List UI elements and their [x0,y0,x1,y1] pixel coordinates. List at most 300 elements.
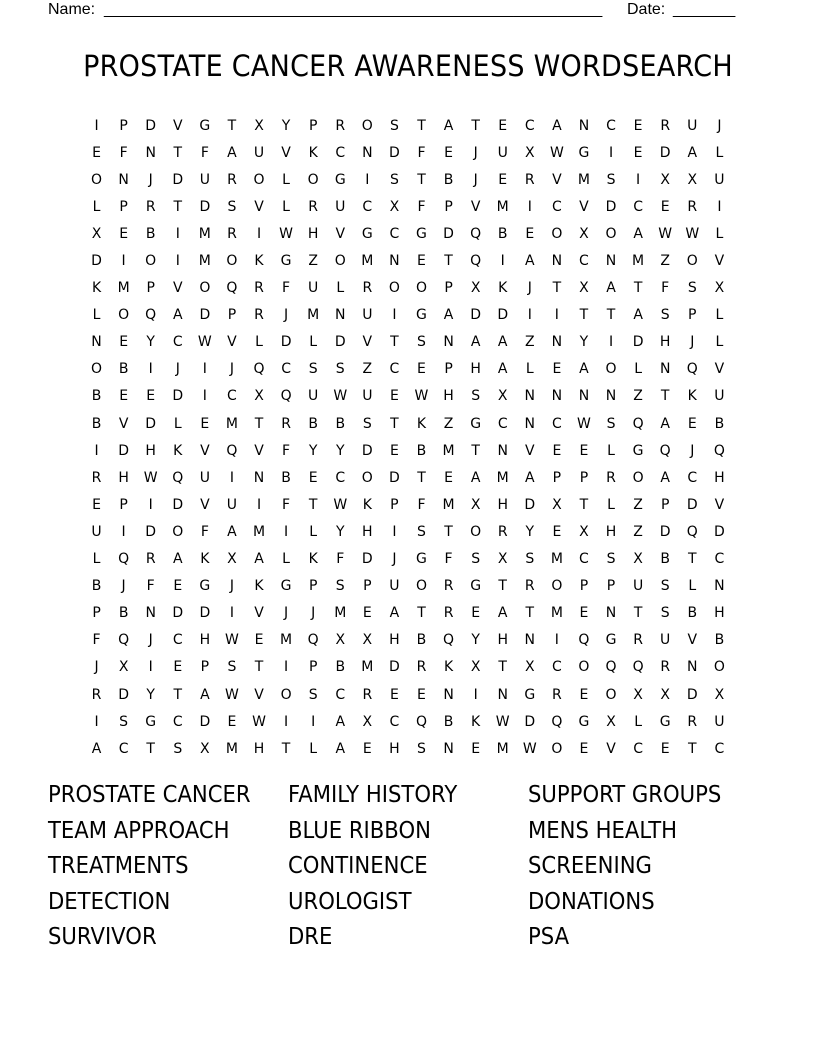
grid-row [83,491,733,518]
grid-letter: P [390,496,399,513]
grid-letter: E [444,144,453,161]
grid-letter: E [308,469,318,486]
grid-letter: O [172,523,184,540]
word-item: DONATIONS [528,888,655,915]
grid-letter: B [497,225,508,242]
grid-letter: I [636,171,641,188]
grid-letter: L [255,334,263,351]
grid-letter: A [254,551,264,568]
grid-letter: C [687,469,698,486]
grid-letter: J [717,117,722,134]
grid-letter: T [390,334,399,351]
grid-letter: Z [308,253,318,270]
grid-letter: R [687,198,698,215]
grid-letter: T [417,117,426,134]
grid-letter: B [91,388,102,405]
grid-letter: J [94,659,99,676]
grid-letter: P [92,605,101,622]
grid-letter: Q [118,632,130,649]
grid-letter: I [311,713,316,730]
grid-letter: B [308,415,318,432]
grid-letter: Q [226,280,238,297]
grid-row [83,681,733,708]
grid-letter: X [714,280,725,297]
grid-letter: C [579,551,589,568]
grid-letter: S [687,280,697,297]
grid-letter: R [606,469,616,486]
grid-letter: J [229,578,234,595]
grid-letter: C [118,740,129,757]
word-item: DRE [288,924,333,950]
grid-letter: T [525,605,535,622]
grid-letter: X [335,632,346,649]
grid-letter: X [497,388,508,405]
grid-letter: Q [713,442,725,459]
grid-letter: A [200,686,210,703]
grid-letter: V [118,415,129,432]
word-item: DETECTION [48,888,171,915]
grid-letter: T [173,686,183,703]
grid-letter: C [172,334,183,351]
grid-letter: I [717,198,722,215]
grid-letter: Z [633,388,643,405]
grid-letter: B [118,605,129,622]
grid-letter: H [389,740,400,757]
grid-letter: S [335,578,345,595]
grid-letter: J [229,361,234,378]
grid-letter: J [690,334,695,351]
grid-letter: Z [633,523,643,540]
grid-letter: S [227,198,237,215]
grid-letter: J [473,144,478,161]
grid-letter: D [686,686,698,703]
grid-letter: S [417,740,426,757]
grid-letter: Z [660,253,670,270]
grid-letter: J [148,632,153,649]
grid-letter: D [389,469,400,486]
grid-letter: L [309,740,318,757]
grid-letter: X [227,551,237,568]
grid-letter: F [282,496,291,513]
grid-letter: L [92,307,101,324]
grid-letter: U [226,496,238,513]
grid-letter: N [91,334,102,351]
grid-letter: I [392,307,397,324]
grid-letter: T [498,578,507,595]
grid-letter: L [282,198,290,215]
grid-letter: G [470,578,482,595]
grid-letter: R [227,225,237,242]
grid-letter: I [94,117,99,134]
grid-letter: M [496,740,509,757]
grid-letter: S [660,307,670,324]
grid-letter: J [121,578,126,595]
grid-letter: H [605,523,617,540]
word-item: SUPPORT GROUPS [528,782,722,808]
grid-letter: N [605,388,617,405]
grid-letter: L [607,496,615,513]
grid-row [83,437,733,464]
word-item: TEAM APPROACH [48,817,230,844]
grid-letter: E [579,686,589,703]
grid-letter: H [199,632,211,649]
grid-letter: F [282,442,291,459]
grid-letter: A [497,361,508,378]
grid-letter: X [497,551,508,568]
grid-letter: V [172,280,183,297]
grid-letter: D [714,523,725,540]
grid-letter: D [524,496,536,513]
grid-letter: O [361,117,373,134]
grid-letter: I [229,605,234,622]
grid-letter: M [442,496,455,513]
grid-letter: R [497,523,508,540]
grid-letter: U [660,632,671,649]
grid-letter: Q [551,713,563,730]
grid-letter: M [198,225,211,242]
grid-letter: H [443,388,454,405]
grid-row [83,383,733,410]
grid-letter: R [443,578,454,595]
grid-letter: L [92,198,101,215]
grid-letter: W [333,388,348,405]
grid-letter: J [690,442,695,459]
grid-letter: I [365,171,370,188]
grid-letter: P [444,361,453,378]
grid-letter: T [254,659,264,676]
grid-letter: N [524,415,536,432]
grid-letter: Q [307,632,319,649]
grid-letter: Y [335,523,345,540]
grid-letter: E [173,659,183,676]
grid-letter: R [227,171,237,188]
grid-letter: A [606,280,616,297]
grid-letter: X [524,659,535,676]
grid-letter: U [91,523,102,540]
grid-letter: M [225,415,238,432]
grid-letter: H [714,605,725,622]
grid-letter: L [634,713,642,730]
grid-letter: R [308,198,319,215]
grid-letter: A [497,605,508,622]
grid-letter: D [145,415,157,432]
grid-letter: C [714,740,725,757]
grid-letter: S [389,171,399,188]
grid-letter: K [308,144,318,161]
grid-letter: S [606,551,616,568]
grid-letter: O [415,578,427,595]
grid-letter: D [361,442,373,459]
grid-letter: B [443,713,454,730]
grid-letter: R [254,280,264,297]
grid-letter: Y [525,523,535,540]
grid-letter: O [551,225,563,242]
grid-letter: T [687,551,697,568]
date-label: Date: [627,1,666,18]
grid-letter: C [606,117,616,134]
grid-letter: T [579,496,589,513]
grid-letter: K [254,578,264,595]
grid-letter: I [500,253,505,270]
grid-letter: N [551,334,563,351]
grid-letter: I [94,713,99,730]
grid-letter: I [527,198,532,215]
grid-letter: N [551,388,563,405]
grid-letter: P [579,469,589,486]
grid-row [83,600,733,627]
grid-letter: O [605,686,617,703]
grid-letter: J [284,605,289,622]
grid-letter: D [334,334,346,351]
grid-row [83,139,733,166]
name-blank-line: ________________________________________________________ [104,1,603,18]
grid-letter: P [146,280,155,297]
grid-letter: P [308,117,318,134]
grid-letter: E [552,442,562,459]
grid-letter: Q [443,632,455,649]
grid-letter: C [389,361,400,378]
grid-letter: U [497,144,508,161]
grid-letter: L [525,361,534,378]
grid-letter: B [91,578,102,595]
grid-letter: E [389,388,399,405]
grid-letter: M [225,740,238,757]
grid-letter: V [606,740,616,757]
word-item: CONTINENCE [288,853,428,879]
grid-letter: W [279,225,293,242]
grid-letter: T [552,280,562,297]
grid-letter: O [145,253,157,270]
grid-letter: J [527,280,532,297]
grid-letter: S [471,388,481,405]
grid-letter: X [254,117,264,134]
grid-letter: N [659,361,671,378]
grid-letter: C [172,632,183,649]
grid-letter: M [550,605,563,622]
grid-letter: C [633,740,643,757]
grid-letter: N [605,253,617,270]
grid-letter: D [172,388,184,405]
grid-letter: O [632,469,644,486]
grid-letter: R [524,578,535,595]
grid-letter: Q [470,225,482,242]
grid-letter: A [525,253,535,270]
grid-letter: P [119,496,128,513]
grid-letter: D [659,144,671,161]
grid-letter: H [497,632,508,649]
grid-letter: Y [335,442,345,459]
grid-letter: R [687,713,698,730]
grid-letter: G [470,415,482,432]
grid-letter: D [389,659,400,676]
grid-letter: W [143,469,158,486]
grid-letter: U [308,280,319,297]
grid-letter: X [579,280,589,297]
grid-letter: N [253,469,265,486]
grid-letter: G [280,578,292,595]
grid-letter: W [197,334,212,351]
grid-row [83,573,733,600]
grid-letter: T [227,117,237,134]
grid-letter: O [253,171,265,188]
date-blank-line: _______ [673,1,736,18]
grid-letter: P [444,280,453,297]
grid-letter: A [660,415,670,432]
grid-letter: D [443,225,454,242]
grid-letter: E [417,361,426,378]
grid-letter: G [632,442,644,459]
grid-letter: O [361,469,373,486]
grid-letter: X [579,523,589,540]
grid-letter: O [307,171,319,188]
grid-letter: K [687,388,697,405]
word-bank-column-2 [288,778,472,956]
grid-letter: E [417,686,426,703]
grid-row [83,275,733,302]
grid-letter: N [335,307,346,324]
grid-letter: O [91,361,103,378]
grid-letter: N [578,117,590,134]
grid-letter: B [335,415,346,432]
grid-letter: E [200,415,210,432]
grid-letter: U [714,388,725,405]
grid-letter: R [362,686,373,703]
grid-letter: S [173,740,183,757]
grid-letter: A [172,307,183,324]
grid-letter: A [335,740,346,757]
grid-letter: O [605,225,617,242]
grid-letter: M [361,659,374,676]
grid-letter: V [552,171,562,188]
grid-letter: T [417,171,426,188]
grid-letter: E [687,415,697,432]
grid-letter: Y [146,334,155,351]
grid-letter: E [146,388,156,405]
grid-letter: M [550,551,563,568]
grid-letter: W [414,388,429,405]
grid-letter: V [335,225,346,242]
grid-letter: N [524,632,536,649]
grid-letter: Q [118,551,130,568]
grid-letter: V [254,686,264,703]
grid-letter: D [605,198,617,215]
grid-letter: P [444,198,453,215]
grid-letter: C [172,713,183,730]
word-item: FAMILY HISTORY [288,782,458,808]
grid-letter: H [118,469,129,486]
grid-letter: B [145,225,156,242]
grid-letter: C [335,686,346,703]
grid-letter: Q [686,361,698,378]
grid-letter: J [175,361,180,378]
grid-letter: E [579,442,589,459]
grid-letter: I [121,253,126,270]
grid-letter: T [417,469,426,486]
grid-row [83,112,733,139]
grid-letter: E [579,605,589,622]
grid-letter: O [605,361,617,378]
grid-letter: W [495,713,510,730]
grid-letter: T [444,253,453,270]
grid-letter: O [280,686,292,703]
grid-letter: V [172,117,183,134]
grid-letter: I [284,659,289,676]
grid-letter: L [282,551,290,568]
grid-letter: C [633,198,643,215]
grid-letter: T [606,307,616,324]
grid-letter: M [334,605,347,622]
grid-letter: M [442,442,455,459]
grid-letter: R [91,686,102,703]
grid-row [83,654,733,681]
grid-letter: N [145,605,156,622]
grid-letter: I [175,225,180,242]
grid-letter: F [661,280,670,297]
grid-letter: P [552,469,562,486]
grid-letter: I [554,632,559,649]
grid-letter: T [173,198,183,215]
grid-letter: Q [686,523,698,540]
grid-letter: W [577,415,591,432]
word-item: SCREENING [528,853,652,879]
grid-letter: I [608,144,614,161]
grid-letter: G [416,551,427,568]
grid-letter: S [525,551,535,568]
grid-letter: A [443,117,454,134]
grid-letter: X [714,686,725,703]
grid-letter: V [579,198,589,215]
grid-letter: O [226,253,238,270]
grid-row [83,464,733,491]
grid-letter: K [308,551,318,568]
grid-letter: S [660,605,670,622]
grid-letter: S [335,361,345,378]
grid-letter: R [660,659,671,676]
grid-letter: J [311,605,316,622]
grid-letter: D [686,496,698,513]
grid-letter: B [687,605,698,622]
grid-letter: T [660,388,670,405]
grid-letter: E [92,496,101,513]
grid-letter: G [578,713,590,730]
grid-letter: F [444,551,453,568]
grid-letter: E [254,632,264,649]
grid-letter: I [148,659,153,676]
grid-letter: E [362,605,372,622]
grid-letter: K [200,551,210,568]
word-bank [48,778,768,958]
grid-letter: Y [579,334,589,351]
grid-letter: H [470,361,481,378]
grid-letter: U [714,171,725,188]
grid-letter: N [443,686,454,703]
grid-letter: R [254,307,264,324]
grid-letter: X [552,496,562,513]
grid-letter: S [417,334,426,351]
grid-letter: S [606,171,616,188]
grid-letter: A [172,551,183,568]
grid-letter: V [362,334,373,351]
grid-letter: U [632,578,644,595]
grid-letter: X [660,171,670,188]
grid-letter: H [659,334,671,351]
grid-letter: D [91,253,102,270]
grid-letter: I [229,469,234,486]
grid-letter: R [335,117,346,134]
grid-letter: B [281,469,291,486]
grid-letter: T [633,605,643,622]
grid-letter: I [94,442,99,459]
